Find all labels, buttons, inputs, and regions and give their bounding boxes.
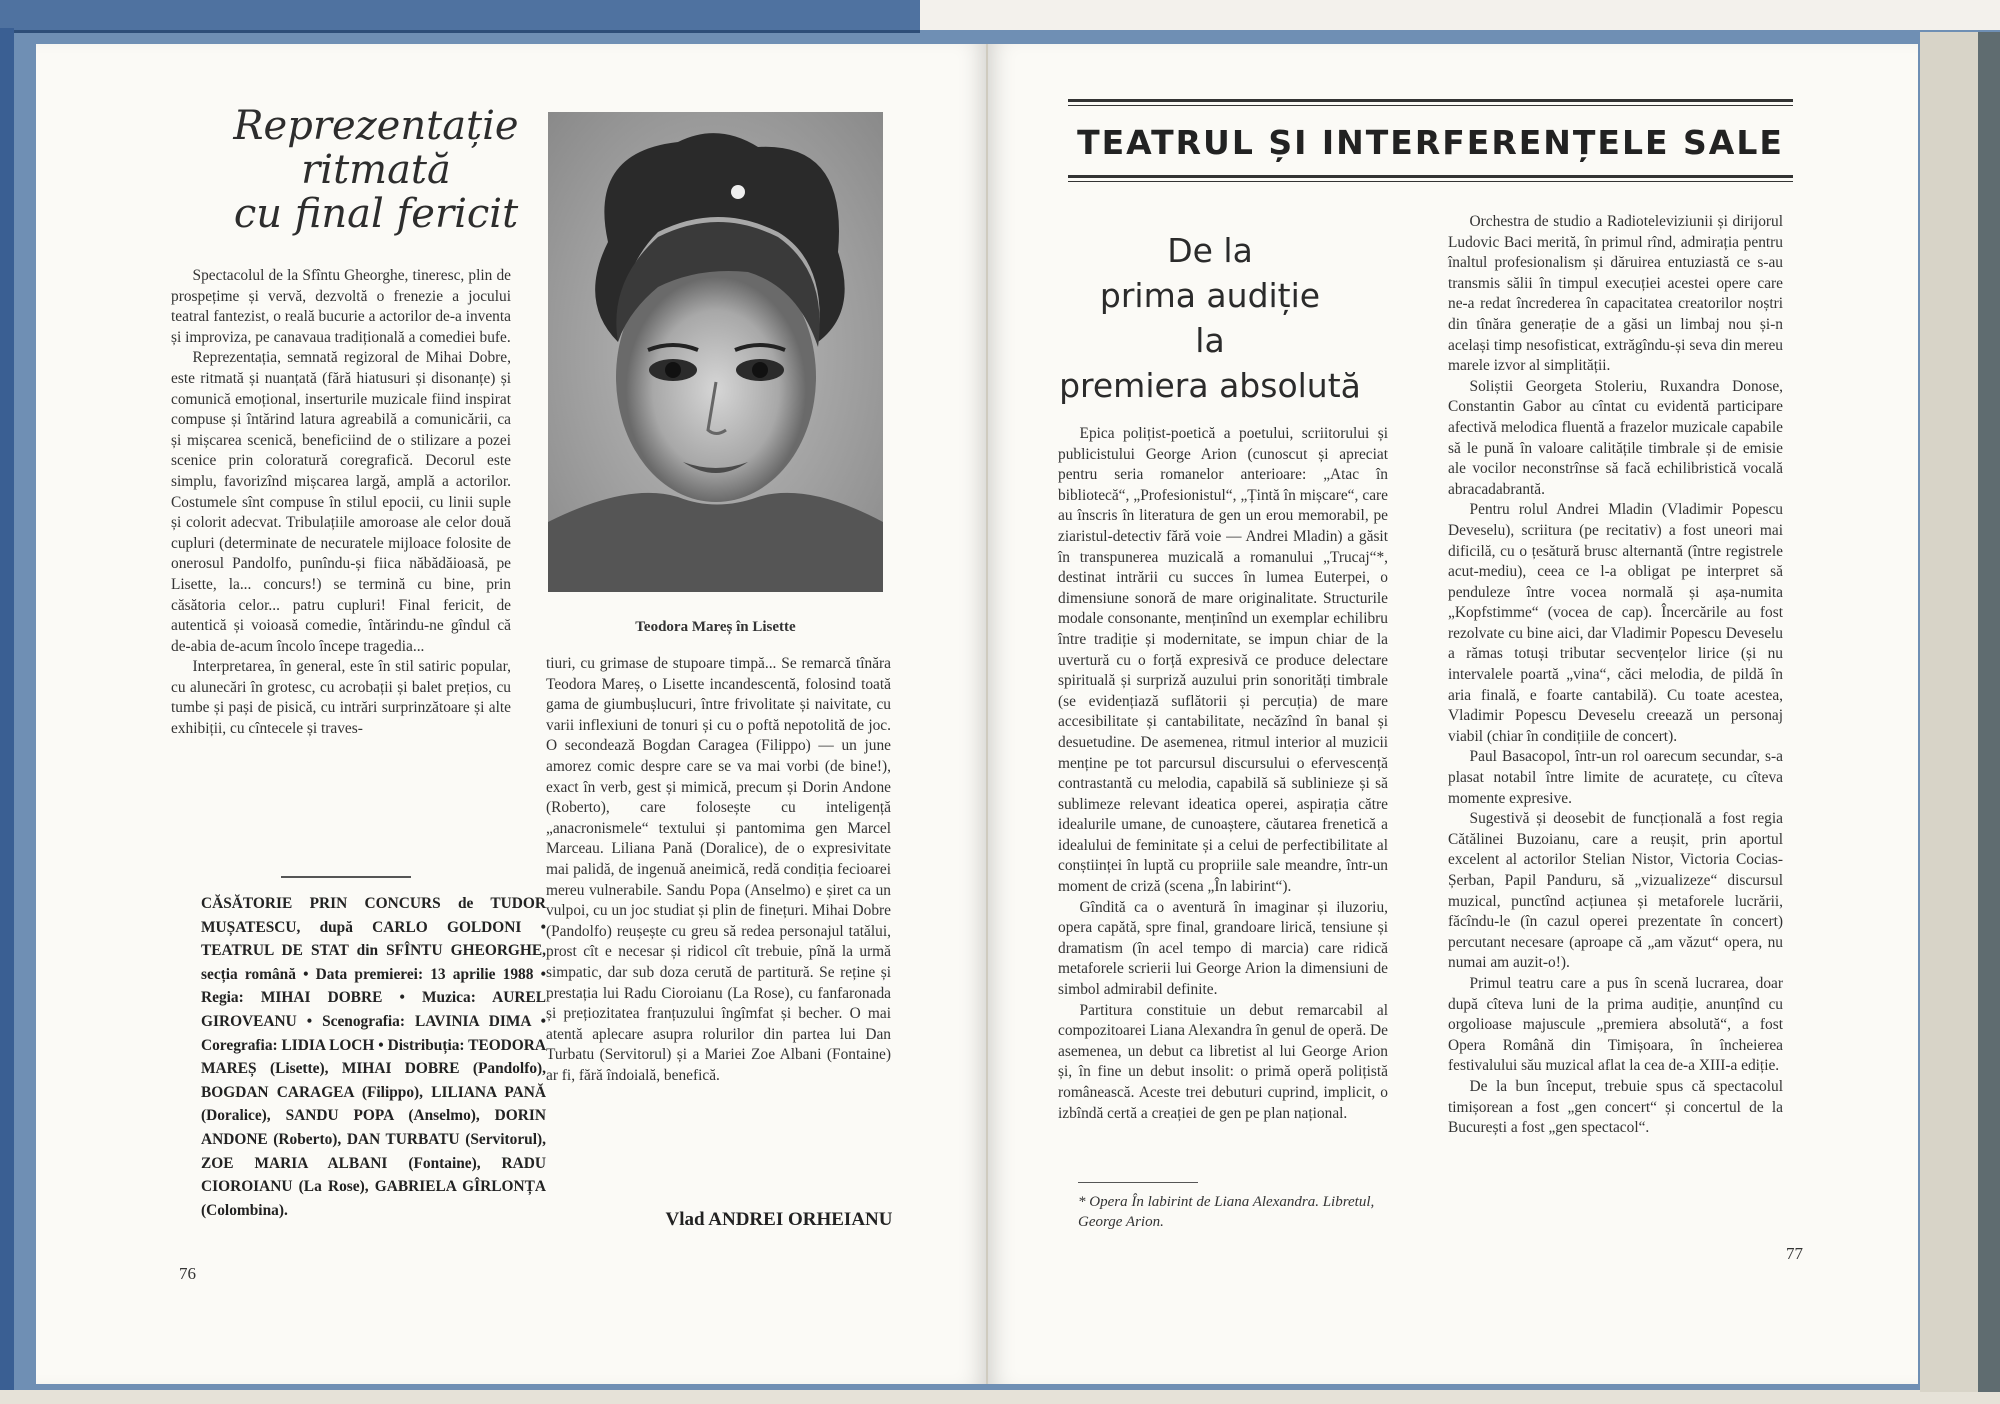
divider xyxy=(281,876,411,878)
page-number: 76 xyxy=(179,1264,196,1283)
actress-photo xyxy=(548,112,883,592)
footnote-divider xyxy=(1078,1182,1198,1183)
book-cover-bottom xyxy=(0,1390,2000,1404)
article-column-2: Orchestra de studio a Radioteleviziunii și dirijorul Ludovic Baci merită, în primul rînd, admirația pentru înaltul profesionalism și dăruirea entuziastă ce s-au transmis sălii în timpul execuției acestei opere care ne-a redat încrederea în capacitatea creatorilor noștri din tînăra generație de a găsi un limbaj nou și-n același timp nesofisticat, extrăgîndu-și seva din mereu marele izvor al simplității. Soliștii Georgeta Stoleriu, Ruxandra Donose, Constantin Gabor au cîntat cu evidentă participare afectivă melodica fluentă a frazelor muzicale capabile să le pună în valoare calitățile timbrale și de emisie ale vocilor neconstrînse să facă echilibristică vocală abracadabrantă. Pentru rolul Andrei Mladin (Vladimir Popescu Deveselu), scriitura (pe recitativ) a fost uneori mai dificilă, cu o țesătură brusc alternantă (între registrele acut-mediu), ceea ce l-a obligat pe interpret să penduleze între vocea normală și așa-numita „Kopfstimme“ (vocea de cap). Încercările au fost rezolvate cu bine aici, dar Vladimir Popescu Deveselu a rămas totuși tributar secvențelor lirice (și nu intervalele poartă „vina“, căci melodia, de pildă în aria finală, e foarte cantabilă). Cu toate acestea, Vladimir Popescu Deveselu creează un personaj viabil (chiar în condițiile de concert). Paul Basacopol, într-un rol oarecum secundar, s-a plasat notabil între limite de acuratețe, cu cîteva momente expresive. Sugestivă și deosebit de funcțională a fost regia Cătălinei Buzoianu, care a reușit, prin aportul excelent al actorilor Stelian Nistor, Victoria Cocias-Șerban, Papil Panduru, să „vizualizeze“ discursul muzical, punctînd acțiunea și metaforele lucrării, făcîndu-le (în cazul operei prezentate în concert) percutant necesare (aproape că „am văzut“ opera, nu numai am auzit-o!). Primul teatru care a pus în scenă lucrarea, doar după cîteva luni de la prima audiție, anunțînd cu orgolioase majuscule „premiera absolută“, a fost Opera Română din Timișoara, în încheierea festivalului său muzical aflat la cea de-a XIII-a ediție. De la bun început, trebuie spus că spectacolul timișorean a fost „gen concert“ și concertul de la București a fost „gen spectacol“. xyxy=(1448,213,1783,1137)
book-cover-top xyxy=(0,0,2000,30)
right-page xyxy=(988,44,1918,1384)
article-column-1: Spectacolul de la Sfîntu Gheorghe, tineresc, plin de prospețime și vervă, dezvoltă o frenezie a jocului teatral fantezist, o reală bucurie a actorilor de-a inventa și improviza, pe canavaua tradițională a comediei bufe. Reprezentația, semnată regizoral de Mihai Dobre, este ritmată și nuanțată (fără hiatusuri și disonanțe) și comunică emoțional, inserturile muzicale fiind inspirat compuse și întărind latura agreabilă a comunicării, ca și mișcarea scenică, beneficiind de o stilizare a pozei scenice prin coloratură coregrafică. Decorul este simplu, favorizînd mișcarea largă, amplă a actorilor. Costumele sînt compuse în stilul epocii, cu linii suple și colorit adecvat. Tribulațiile amoroase ale celor două cupluri (determinate de necuratele mijloace folosite de onerosul Pandolfo, punîndu-și fiica năbădăioasă, pe Lisette, la... concurs!) se termină cu bine, prin căsătoria celor... patru cupluri! Final fericit, de autentică și voioasă comedie, întărindu-ne gîndul că de-abia de-acum încolo începe tragedia... Interpretarea, în general, este în stil satiric popular, cu alunecări în grotesc, cu acrobații și balet prețios, cu tumbe și pași de pisică, cu intrări surprinzătoare și alte exhibiții, cu cîntecele și traves- xyxy=(171,267,511,738)
cover-strip xyxy=(0,0,920,33)
article-title: Reprezentație ritmată cu final fericit xyxy=(233,103,519,237)
production-credits: CĂSĂTORIE PRIN CONCURS de TUDOR MUȘATESCU, după CARLO GOLDONI • TEATRUL DE STAT din SFÎNTU GHEORGHE, secția română • Data premierei: 13 aprilie 1988 • Regia: MIHAI DOBRE • Muzica: AUREL GIROVEANU • Scenografia: LAVINIA DIMA • Coregrafia: LIDIA LOCH • Distribuția: TEODORA MAREȘ (Lisette), MIHAI DOBRE (Pandolfo), BOGDAN CARAGEA (Filippo), LILIANA PANĂ (Doralice), SANDU POPA (Anselmo), DORIN ANDONE (Roberto), DAN TURBATU (Servitorul), ZOE MARIA ALBANI (Fontaine), RADU CIOROIANU (La Rose), GABRIELA GÎRLONȚA (Colombina). xyxy=(201,895,546,1219)
section-header xyxy=(1068,96,1793,185)
book-edge xyxy=(1920,32,2000,1392)
page-number: 77 xyxy=(1786,1244,1803,1263)
article-column-2: tiuri, cu grimase de stupoare timpă... Se remarcă tînăra Teodora Mareș, o Lisette incandescentă, folosind toată gama de giumbușlucuri, între frivolitate și naivitate, cu varii inflexiuni de tonuri și cu o poftă nepotolită de joc. O secondează Bogdan Caragea (Filippo) — un june amorez comic despre care se va mai vorbi (de bine!), exact în verb, gest și mimică, precum și Dorin Andone (Roberto), care folosește cu inteligență „anacronismele“ textului și pantomima gen Marcel Marceau. Liliana Pană (Doralice), de o expresivitate mai palidă, de ingenuă aneimică, redă condiția fecioarei mereu vulnerabile. Sandu Popa (Anselmo) e șiret ca un vulpoi, cu un joc studiat și plin de finețuri. Mihai Dobre (Pandolfo) reușește cu greu să redea personajul tatălui, prost cît e necesar și ridicol cît trebuie, pînă la urmă simpatic, dar sub doza cerută de partitură. Se reține și prestația lui Radu Cioroianu (La Rose), cu fanfaronada și prețiozitatea franțuzului îngîmfat și becher. O mai atentă aplecare asupra rolurilor din partea lui Dan Turbatu (Servitorul) și a Mariei Zoe Albani (Fontaine) ar fi, fără îndoială, benefică. xyxy=(546,655,891,1084)
book-cover-left xyxy=(0,28,14,1404)
footnote: * Opera În labirint de Liana Alexandra. Libretul, George Arion. xyxy=(1078,1194,1375,1230)
article-title: De la prima audiție la premiera absolută xyxy=(1059,231,1361,405)
left-page xyxy=(36,44,988,1384)
author-byline: Vlad ANDREI ORHEIANU xyxy=(665,1209,893,1230)
section-title: TEATRUL ȘI INTERFERENȚELE SALE xyxy=(1077,123,1784,162)
article-column-1: Epica polițist-poetică a poetului, scriitorului și publicistului George Arion (cunoscut și apreciat pentru seria romanelor anterioare: „Atac în bibliotecă“, „Profesionistul“, „Țintă în mișcare“, care au înscris în literatura de gen un erou memorabil, pe ziaristul-detectiv fără voie — Andrei Mladin) a găsit în transpunerea muzicală a romanului „Trucaj“*, destinat intrării cu succes în lumea Euterpei, o dimensiune sonoră de mare originalitate. Structurile modale consonante, menținînd un exemplar echilibru între tradiție și modernitate, se impun chiar de la uvertură cu o forță expresivă ce produce delectare spirituală și surprizǎ auzului prin sonorități timbrale (se evidențiază suflătorii și percuția) de mare accesibilitate și cantabilitate, necăzînd în banal și desuetudine. De asemenea, ritmul interior al muzicii menține pe tot parcursul discursului o efervescență contrastantă cu melodia, capabilă să sublinieze și să sublimeze relevant ideatica operei, aspirația către idealurile umane, de cunoaștere, căutarea frenetică a idealului de feminitate și a celui de perfectibilitate al conștiinței în luptă cu propriile sale meandre, într-un moment de criză (scena „În labirint“). Gîndită ca o aventură în imaginar și iluzoriu, opera capătă, spre final, grandoare lirică, tensiune și dramatism (în acel tempo di marcia) care ridică metaforele scrierii lui George Arion la dimensiuni de simbol admirabil definite. Partitura constituie un debut remarcabil al compozitoarei Liana Alexandra în genul de operă. De asemenea, un debut ca libretist al lui George Arion și, în fine un debut insolit: o primă operă polițistă românească. Aceste trei debuturi cuprind, implicit, o izbîndă certă a creației de gen pe plan național. xyxy=(1058,425,1388,1122)
photo-caption: Teodora Mareș în Lisette xyxy=(635,619,796,635)
